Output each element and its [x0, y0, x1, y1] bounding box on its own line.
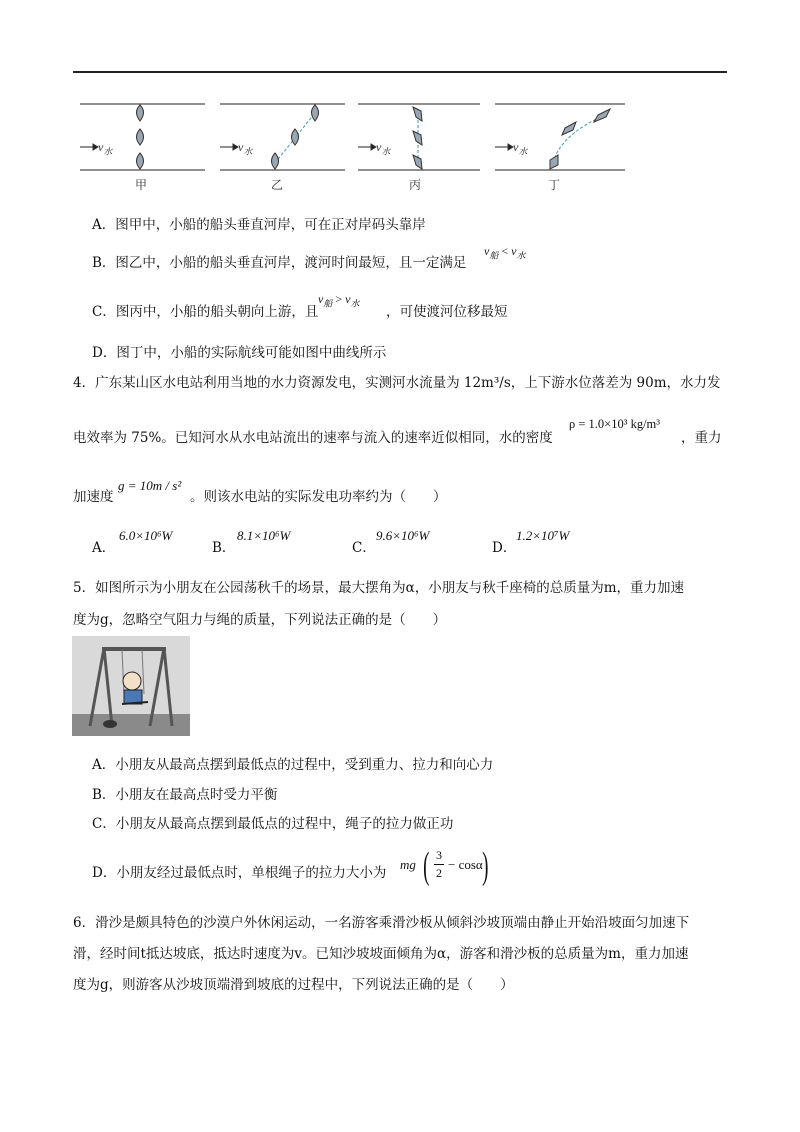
diagram-ding: [495, 104, 625, 170]
q5-option-c: C．小朋友从最高点摆到最低点的过程中，绳子的拉力做正功: [92, 816, 454, 832]
q6-line3: 度为g，则游客从沙坡顶端滑到坡底的过程中，下列说法正确的是（ ）: [73, 977, 514, 993]
q3-option-c-a: C．图丙中，小船的船头朝向上游，且: [92, 304, 319, 320]
q3-option-a: A．图甲中，小船的船头垂直河岸，可在正对岸码头靠岸: [92, 217, 426, 233]
q4-line3a: 加速度: [73, 489, 114, 505]
q3-option-c-math: $v_船 > v_水$: [318, 292, 360, 309]
diagram-jia: [80, 104, 205, 170]
q4-line2a: 电效率为 75%。已知河水从水电站流出的速率与流入的速率近似相同，水的密度: [73, 430, 553, 446]
q4-line1: 4．广东某山区水电站利用当地的水力资源发电，实测河水流量为 12m³/s，上下游水位落差为 90m，水力发: [73, 375, 721, 391]
q6-line1: 6．滑沙是颇具特色的沙漠户外休闲运动，一名游客乘滑沙板从倾斜沙坡顶端由静止开始沿坡面匀加速下: [73, 915, 690, 931]
q4-option-b-value: 8.1×10⁶W: [237, 528, 291, 543]
q5-line1: 5．如图所示为小朋友在公园荡秋千的场景，最大摆角为α，小朋友与秋千座椅的总质量为m，重力加速: [73, 580, 685, 596]
v-water-label-bing: $v_水$: [376, 140, 391, 157]
q4-option-c-value: 9.6×10⁶W: [376, 528, 430, 543]
q5-line2: 度为g，忽略空气阻力与绳的质量，下列说法正确的是（ ）: [73, 612, 447, 628]
q4-line2b: ，重力: [681, 430, 722, 446]
right-paren: ): [482, 845, 489, 887]
river-crossing-diagrams: [70, 95, 630, 195]
v-water-label-yi: $v_水$: [238, 140, 253, 157]
header-rule: [73, 71, 727, 73]
q4-option-d-value: 1.2×10⁷W: [516, 528, 570, 543]
q5-option-a: A．小朋友从最高点摆到最低点的过程中，受到重力、拉力和向心力: [92, 757, 494, 773]
label-ding: 丁: [548, 178, 561, 192]
q5-option-b: B．小朋友在最高点时受力平衡: [92, 787, 278, 803]
v-water-label-ding: $v_水$: [513, 140, 528, 157]
q3-option-b: B．图乙中，小船的船头垂直河岸，渡河时间最短，且一定满足: [92, 255, 467, 271]
q4-density: ρ = 1.0×10³ kg/m³: [569, 417, 661, 431]
q4-gravity: g = 10m / s²: [118, 478, 182, 493]
q6-line2: 滑，经时间t抵达坡底，抵达时速度为v。已知沙坡坡面倾角为α，游客和滑沙板的总质量为m，重力加速: [73, 946, 689, 962]
q3-option-d: D．图丁中，小船的实际航线可能如图中曲线所示: [92, 345, 387, 361]
diagram-yi: [220, 104, 345, 170]
left-paren: (: [423, 845, 430, 887]
q4-option-b-letter: B．: [212, 540, 236, 556]
q3-option-c-b: ，可使渡河位移最短: [386, 304, 508, 320]
q4-option-a-letter: A．: [92, 540, 116, 556]
v-water-label-jia: $v_水$: [98, 140, 113, 157]
q4-option-a-value: 6.0×10⁶W: [119, 528, 173, 543]
q4-option-d-letter: D．: [492, 540, 517, 556]
q4-option-c-letter: C．: [352, 540, 376, 556]
q5-option-d: D．小朋友经过最低点时，单根绳子的拉力大小为: [92, 865, 387, 881]
label-jia: 甲: [135, 178, 148, 192]
fraction-bar: [434, 864, 444, 865]
swing-illustration: [72, 636, 190, 736]
label-bing: 丙: [409, 178, 422, 192]
q4-line3b: 。则该水电站的实际发电功率约为（ ）: [190, 489, 447, 505]
label-yi: 乙: [271, 178, 284, 192]
diagram-bing: [358, 104, 480, 170]
q3-option-b-math: $v_船 < v_水$: [484, 244, 526, 261]
